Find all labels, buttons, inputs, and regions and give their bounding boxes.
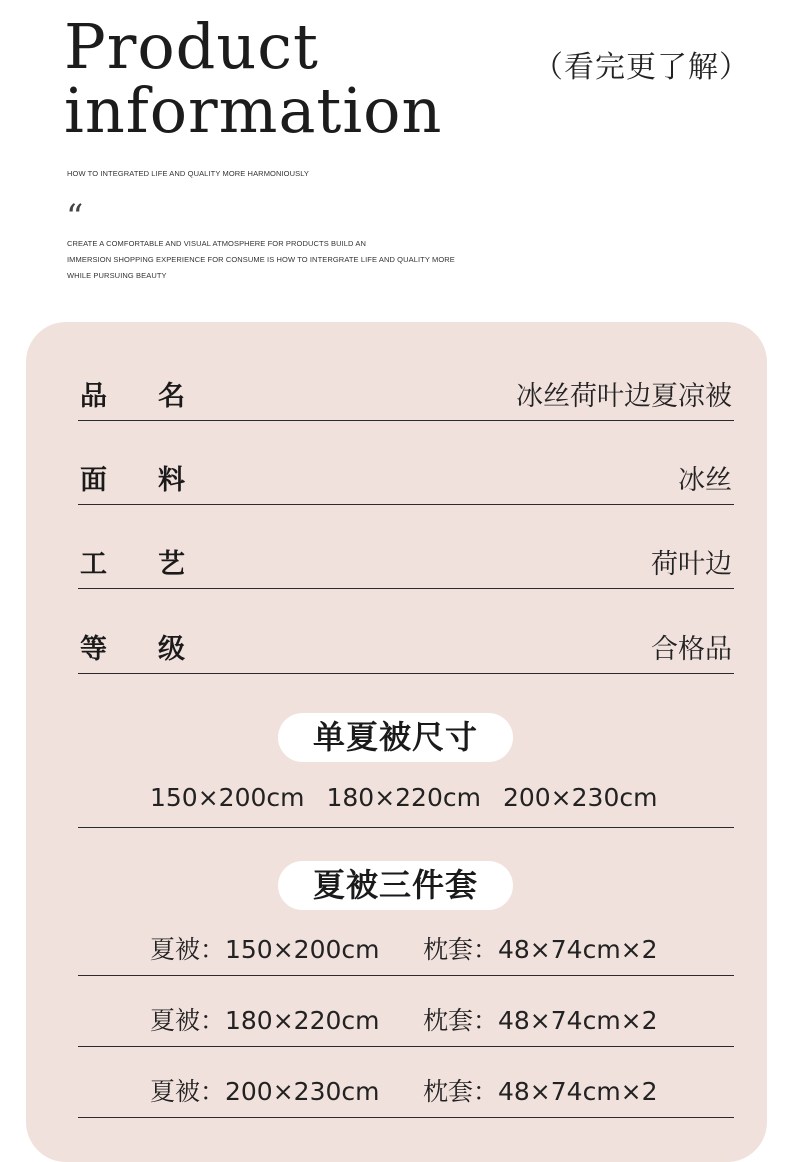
spec-value: 冰丝 <box>678 465 732 496</box>
tagline: HOW TO INTEGRATED LIFE AND QUALITY MORE HARMONIOUSLY <box>67 169 310 178</box>
spec-value: 合格品 <box>651 634 732 665</box>
pillowcase-size: 枕套：48×74cm×2 <box>423 935 658 964</box>
set-row <box>150 930 658 966</box>
size-item: 180×220cm <box>326 783 481 812</box>
divider <box>78 1117 734 1118</box>
single-size-heading: 单夏被尺寸 <box>278 713 513 762</box>
description-line: WHILE PURSUING BEAUTY <box>67 271 167 280</box>
description-line: CREATE A COMFORTABLE AND VISUAL ATMOSPHERE FOR PRODUCTS BUILD AN <box>67 239 366 248</box>
divider <box>78 975 734 976</box>
quilt-size: 夏被：150×200cm <box>150 935 380 964</box>
single-size-list <box>150 783 679 812</box>
spec-value: 荷叶边 <box>651 549 732 580</box>
spec-label: 等级 <box>80 634 236 665</box>
spec-label: 品名 <box>80 381 236 412</box>
divider <box>78 827 734 828</box>
spec-row-craft <box>78 548 734 589</box>
description-line: IMMERSION SHOPPING EXPERIENCE FOR CONSUME IS HOW TO INTERGRATE LIFE AND QUALITY MORE <box>67 255 455 264</box>
pillowcase-size: 枕套：48×74cm×2 <box>423 1077 658 1106</box>
spec-label: 工艺 <box>80 549 236 580</box>
size-item: 150×200cm <box>150 783 305 812</box>
title-information: information <box>64 74 443 147</box>
title-product: Product <box>64 10 319 83</box>
see-more-note: （看完更了解） <box>533 50 750 85</box>
divider <box>78 1046 734 1047</box>
spec-row-fabric <box>78 464 734 505</box>
spec-row-name <box>78 380 734 421</box>
pillowcase-size: 枕套：48×74cm×2 <box>423 1006 658 1035</box>
size-item: 200×230cm <box>502 783 658 812</box>
set-heading: 夏被三件套 <box>278 861 513 910</box>
quilt-size: 夏被：200×230cm <box>150 1077 380 1106</box>
set-row <box>150 1072 658 1108</box>
set-row <box>150 1001 658 1037</box>
spec-value: 冰丝荷叶边夏凉被 <box>516 381 732 412</box>
spec-label: 面料 <box>80 465 236 496</box>
quilt-size: 夏被：180×220cm <box>150 1006 380 1035</box>
description <box>67 236 467 284</box>
quote-icon: “ <box>66 197 84 237</box>
spec-row-grade <box>78 633 734 674</box>
